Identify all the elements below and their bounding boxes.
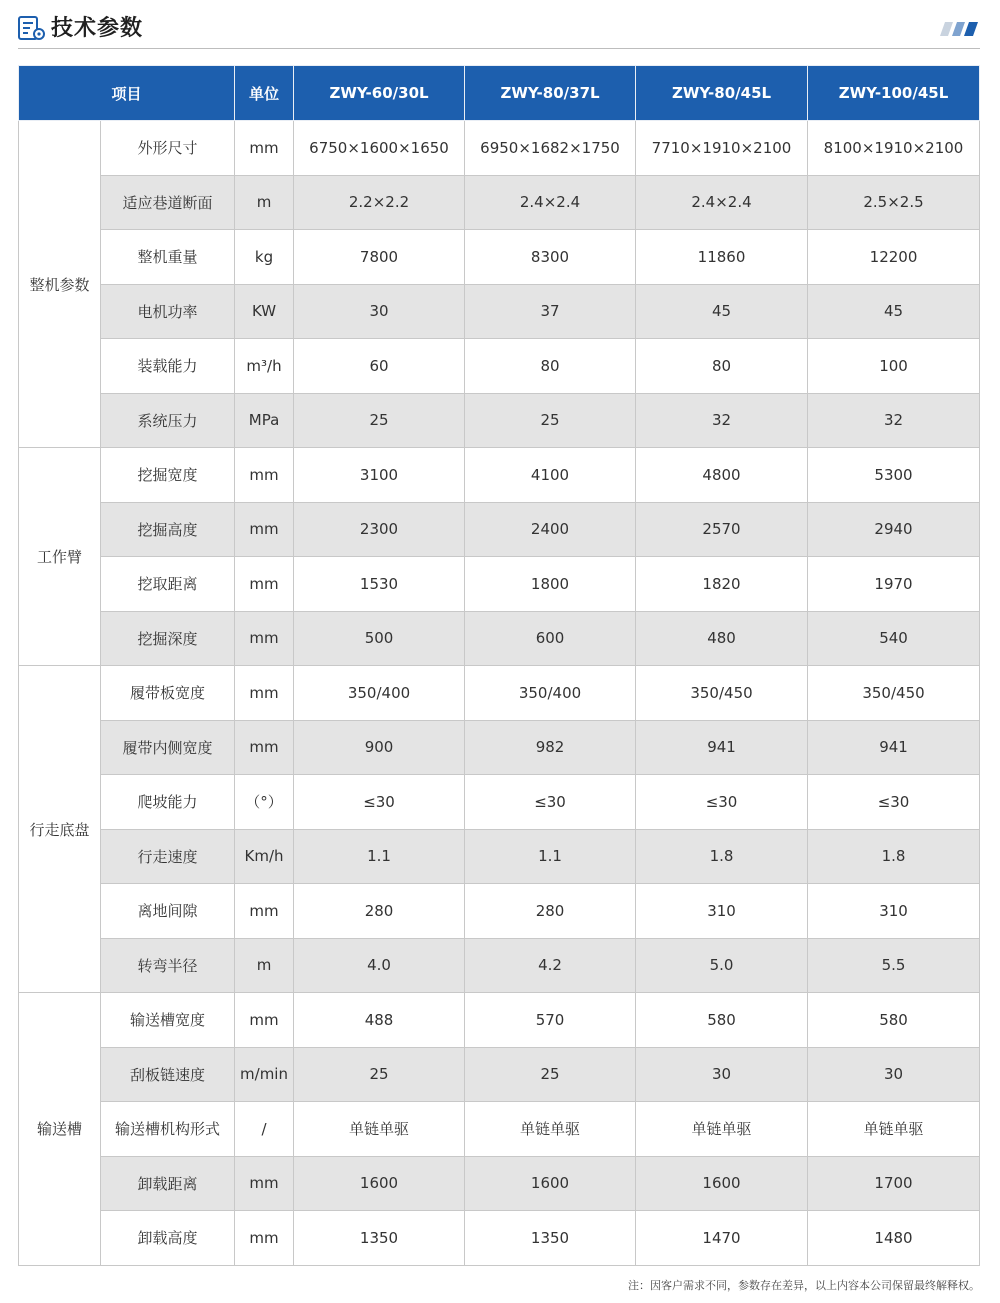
row-unit: mm bbox=[235, 993, 294, 1048]
row-item: 挖掘深度 bbox=[101, 611, 235, 666]
table-row bbox=[19, 175, 980, 230]
group-label: 工作臂 bbox=[19, 448, 101, 666]
row-value: 350/450 bbox=[808, 666, 980, 721]
row-value: 30 bbox=[808, 1047, 980, 1102]
row-item: 卸载高度 bbox=[101, 1211, 235, 1266]
row-unit: kg bbox=[235, 230, 294, 285]
row-value: 941 bbox=[636, 720, 808, 775]
table-row bbox=[19, 938, 980, 993]
row-unit: m bbox=[235, 938, 294, 993]
row-item: 挖掘宽度 bbox=[101, 448, 235, 503]
row-unit: MPa bbox=[235, 393, 294, 448]
row-value: 6950×1682×1750 bbox=[465, 121, 636, 176]
page-title: 技术参数 bbox=[51, 16, 144, 41]
row-value: 1600 bbox=[465, 1156, 636, 1211]
row-unit: m/min bbox=[235, 1047, 294, 1102]
header-unit: 单位 bbox=[235, 66, 294, 121]
row-value: 45 bbox=[808, 284, 980, 339]
row-unit: mm bbox=[235, 884, 294, 939]
table-row bbox=[19, 666, 980, 721]
row-value: 7710×1910×2100 bbox=[636, 121, 808, 176]
group-label: 整机参数 bbox=[19, 121, 101, 448]
row-item: 适应巷道断面 bbox=[101, 175, 235, 230]
table-row bbox=[19, 448, 980, 503]
row-value: 80 bbox=[636, 339, 808, 394]
row-item: 爬坡能力 bbox=[101, 775, 235, 830]
row-item: 输送槽宽度 bbox=[101, 993, 235, 1048]
table-row bbox=[19, 339, 980, 394]
row-value: 488 bbox=[294, 993, 465, 1048]
row-unit: / bbox=[235, 1102, 294, 1157]
row-value: 350/400 bbox=[294, 666, 465, 721]
row-value: 4.0 bbox=[294, 938, 465, 993]
row-item: 履带板宽度 bbox=[101, 666, 235, 721]
row-value: 1350 bbox=[294, 1211, 465, 1266]
row-value: 25 bbox=[465, 393, 636, 448]
row-value: 1470 bbox=[636, 1211, 808, 1266]
table-row bbox=[19, 829, 980, 884]
table-row bbox=[19, 1047, 980, 1102]
row-value: 1600 bbox=[636, 1156, 808, 1211]
table-row bbox=[19, 284, 980, 339]
table-row bbox=[19, 557, 980, 612]
row-value: 32 bbox=[636, 393, 808, 448]
row-value: 570 bbox=[465, 993, 636, 1048]
row-value: 8300 bbox=[465, 230, 636, 285]
row-value: 2.5×2.5 bbox=[808, 175, 980, 230]
group-label: 行走底盘 bbox=[19, 666, 101, 993]
header-model-2: ZWY-80/37L bbox=[465, 66, 636, 121]
row-value: 2.4×2.4 bbox=[636, 175, 808, 230]
row-value: 单链单驱 bbox=[294, 1102, 465, 1157]
row-value: 310 bbox=[636, 884, 808, 939]
row-value: 2.2×2.2 bbox=[294, 175, 465, 230]
row-unit: m³/h bbox=[235, 339, 294, 394]
row-value: 5300 bbox=[808, 448, 980, 503]
table-row bbox=[19, 1211, 980, 1266]
table-row bbox=[19, 230, 980, 285]
row-value: 4800 bbox=[636, 448, 808, 503]
group-label: 输送槽 bbox=[19, 993, 101, 1266]
table-row bbox=[19, 502, 980, 557]
row-item: 输送槽机构形式 bbox=[101, 1102, 235, 1157]
row-item: 刮板链速度 bbox=[101, 1047, 235, 1102]
row-value: 280 bbox=[465, 884, 636, 939]
row-unit: KW bbox=[235, 284, 294, 339]
spec-document-gear-icon bbox=[18, 16, 46, 42]
row-value: 单链单驱 bbox=[808, 1102, 980, 1157]
row-value: 480 bbox=[636, 611, 808, 666]
row-value: 80 bbox=[465, 339, 636, 394]
row-value: 941 bbox=[808, 720, 980, 775]
decorative-stripes-icon bbox=[940, 22, 978, 36]
row-value: 2570 bbox=[636, 502, 808, 557]
row-value: 1600 bbox=[294, 1156, 465, 1211]
row-value: 2400 bbox=[465, 502, 636, 557]
row-value: 1.1 bbox=[294, 829, 465, 884]
row-item: 卸载距离 bbox=[101, 1156, 235, 1211]
row-value: 5.0 bbox=[636, 938, 808, 993]
row-value: 25 bbox=[465, 1047, 636, 1102]
row-value: 4.2 bbox=[465, 938, 636, 993]
row-item: 系统压力 bbox=[101, 393, 235, 448]
row-value: 1350 bbox=[465, 1211, 636, 1266]
row-value: 580 bbox=[636, 993, 808, 1048]
spec-table bbox=[18, 65, 980, 1266]
row-value: 4100 bbox=[465, 448, 636, 503]
row-item: 挖取距离 bbox=[101, 557, 235, 612]
row-unit: （°） bbox=[235, 775, 294, 830]
row-value: 7800 bbox=[294, 230, 465, 285]
row-value: 单链单驱 bbox=[465, 1102, 636, 1157]
row-unit: mm bbox=[235, 121, 294, 176]
row-item: 外形尺寸 bbox=[101, 121, 235, 176]
row-value: 45 bbox=[636, 284, 808, 339]
row-unit: mm bbox=[235, 1211, 294, 1266]
row-unit: mm bbox=[235, 448, 294, 503]
table-row bbox=[19, 1102, 980, 1157]
row-value: 60 bbox=[294, 339, 465, 394]
row-value: 1.1 bbox=[465, 829, 636, 884]
row-value: 100 bbox=[808, 339, 980, 394]
row-value: 25 bbox=[294, 1047, 465, 1102]
table-row bbox=[19, 1156, 980, 1211]
row-value: 900 bbox=[294, 720, 465, 775]
row-value: 350/450 bbox=[636, 666, 808, 721]
header-model-3: ZWY-80/45L bbox=[636, 66, 808, 121]
row-value: 37 bbox=[465, 284, 636, 339]
row-value: 1800 bbox=[465, 557, 636, 612]
table-row bbox=[19, 611, 980, 666]
row-value: 5.5 bbox=[808, 938, 980, 993]
table-row bbox=[19, 720, 980, 775]
row-unit: mm bbox=[235, 611, 294, 666]
row-item: 电机功率 bbox=[101, 284, 235, 339]
section-header bbox=[18, 14, 980, 49]
row-item: 转弯半径 bbox=[101, 938, 235, 993]
row-value: 580 bbox=[808, 993, 980, 1048]
row-value: 982 bbox=[465, 720, 636, 775]
table-body bbox=[19, 121, 980, 1266]
row-item: 行走速度 bbox=[101, 829, 235, 884]
row-value: 6750×1600×1650 bbox=[294, 121, 465, 176]
row-unit: mm bbox=[235, 720, 294, 775]
row-value: 单链单驱 bbox=[636, 1102, 808, 1157]
row-item: 挖掘高度 bbox=[101, 502, 235, 557]
table-row bbox=[19, 775, 980, 830]
table-row bbox=[19, 993, 980, 1048]
row-value: 280 bbox=[294, 884, 465, 939]
row-value: 32 bbox=[808, 393, 980, 448]
row-value: 30 bbox=[636, 1047, 808, 1102]
row-value: 8100×1910×2100 bbox=[808, 121, 980, 176]
row-value: 540 bbox=[808, 611, 980, 666]
header-model-1: ZWY-60/30L bbox=[294, 66, 465, 121]
row-unit: mm bbox=[235, 502, 294, 557]
row-value: 310 bbox=[808, 884, 980, 939]
row-value: 1530 bbox=[294, 557, 465, 612]
row-value: 1.8 bbox=[808, 829, 980, 884]
row-value: 12200 bbox=[808, 230, 980, 285]
row-value: 2940 bbox=[808, 502, 980, 557]
row-unit: Km/h bbox=[235, 829, 294, 884]
header-item: 项目 bbox=[19, 66, 235, 121]
row-unit: mm bbox=[235, 1156, 294, 1211]
row-value: ≤30 bbox=[294, 775, 465, 830]
row-item: 履带内侧宽度 bbox=[101, 720, 235, 775]
row-value: 1.8 bbox=[636, 829, 808, 884]
row-item: 装载能力 bbox=[101, 339, 235, 394]
row-value: 11860 bbox=[636, 230, 808, 285]
row-value: ≤30 bbox=[808, 775, 980, 830]
table-row bbox=[19, 393, 980, 448]
header-model-4: ZWY-100/45L bbox=[808, 66, 980, 121]
row-value: 3100 bbox=[294, 448, 465, 503]
table-row bbox=[19, 121, 980, 176]
table-row bbox=[19, 884, 980, 939]
row-value: 25 bbox=[294, 393, 465, 448]
row-value: 1700 bbox=[808, 1156, 980, 1211]
table-header-row bbox=[19, 66, 980, 121]
row-value: 500 bbox=[294, 611, 465, 666]
row-unit: mm bbox=[235, 557, 294, 612]
footer-note: 注：因客户需求不同，参数存在差异，以上内容本公司保留最终解释权。 bbox=[628, 1279, 980, 1292]
row-value: 1970 bbox=[808, 557, 980, 612]
row-value: 2300 bbox=[294, 502, 465, 557]
row-value: 30 bbox=[294, 284, 465, 339]
row-value: ≤30 bbox=[636, 775, 808, 830]
row-item: 离地间隙 bbox=[101, 884, 235, 939]
row-value: 2.4×2.4 bbox=[465, 175, 636, 230]
row-value: 600 bbox=[465, 611, 636, 666]
row-value: 1820 bbox=[636, 557, 808, 612]
row-unit: mm bbox=[235, 666, 294, 721]
row-value: ≤30 bbox=[465, 775, 636, 830]
row-value: 1480 bbox=[808, 1211, 980, 1266]
row-item: 整机重量 bbox=[101, 230, 235, 285]
row-value: 350/400 bbox=[465, 666, 636, 721]
row-unit: m bbox=[235, 175, 294, 230]
